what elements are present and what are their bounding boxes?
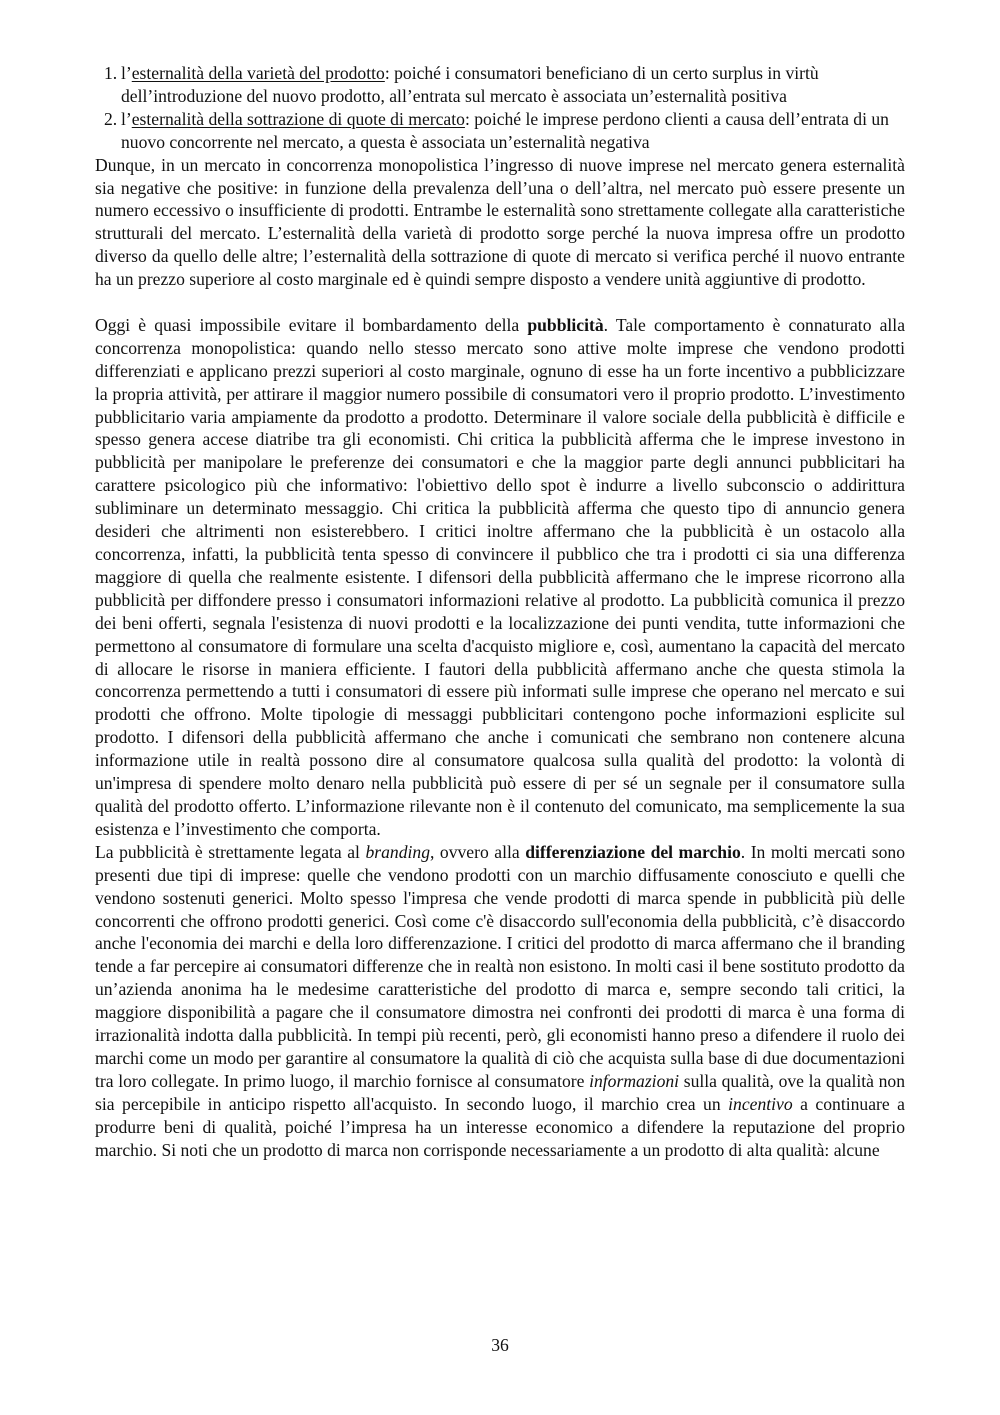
externality-list [95,62,905,154]
paragraph-advertising [95,314,905,841]
italic-term: branding [365,841,430,862]
text-run: , ovvero alla [430,841,526,862]
text-run: La pubblicità è strettamente legata al [95,841,366,862]
paragraph-externalities: Dunque, in un mercato in concorrenza monopolistica l’ingresso di nuove imprese nel mercato genera esternalità sia negative che positive: in funzione della prevalenza dell’una o dell’altra, nel mercato può essere presente un numero eccessivo o insufficiente di prodotti. Entrambe le esternalità sono strettamente collegate alla caratteristiche strutturali del mercato. L’esternalità della varietà di prodotto sorge perché la nuova impresa offre un prodotto diverso da quello delle altre; l’esternalità della sottrazione di quote di mercato si verifica perché il nuovo entrante ha un prezzo superiore al costo marginale ed è quindi sempre disposto a vendere unità aggiuntive di prodotto. [95,154,905,290]
list-prefix: l’ [121,63,132,83]
list-text: : poiché le imprese perdono clienti a causa dell’entrata di un nuovo concorrente nel mercato, a questa è associata un’esternalità negativa [121,108,889,152]
list-number: 2. [104,108,118,129]
paragraph-gap [95,291,905,314]
page-body [95,62,905,1161]
list-term: esternalità della sottrazione di quote di mercato [131,108,465,129]
text-run: sulla qualità, ove la qualità non sia percepibile in anticipo rispetto all'acquisto. In secondo luogo, il marchio crea un [95,1070,905,1114]
list-text: : poiché i consumatori beneficiano di un certo surplus in virtù dell’introduzione del nuovo prodotto, all’entrata sul mercato è associata un’esternalità positiva [121,63,819,106]
list-term: esternalità della varietà del prodotto [131,63,385,83]
text-run: Oggi è quasi impossibile evitare il bombardamento della [95,314,528,335]
italic-term: informazioni [589,1070,680,1091]
text-run: . In molti mercati sono presenti due tipi di imprese: quelle che vendono prodotti con un marchio diffusamente conosciuto e quelli che vendono sostenuti generici. Molto spesso l'impresa che vende prodotti di marca spende in pubblicità più delle concorrenti che offrono prodotti generici. Così come c'è disaccordo sull'economia della pubblicità, c’è disaccordo anche l'economia dei marchi e della loro differenzazione. I critici del prodotto di marca affermano che il branding tende a far percepire ai consumatori differenze che in realtà non esistono. In molti casi il bene sostituto prodotto da un’azienda anonima ha le medesime caratteristiche del prodotto di marca e, sempre secondo tali critici, la maggiore disponibilità a pagare che il consumatore dimostra nei confronti dei prodotti di marca è una forma di irrazionalità indotta dalla pubblicità. In tempi più recenti, però, gli economisti hanno preso a difendere il ruolo dei marchi come un modo per garantire al consumatore la qualità di ciò che acquista sulla base di due documentazioni tra loro collegate. In primo luogo, il marchio fornisce al consumatore [95,841,906,1091]
list-number: 1. [104,63,118,83]
italic-term: incentivo [728,1093,793,1114]
list-prefix: l’ [121,108,132,129]
list-item [95,62,905,108]
bold-term: pubblicità [527,314,604,335]
list-item [95,108,905,154]
paragraph-branding [95,841,905,1162]
text-run: a continuare a produrre beni di qualità, poiché l’impresa ha un interesse economico a difendere la reputazione del proprio marchio. Si noti che un prodotto di marca non corrisponde necessariamente a un prodotto di alta qualità: alcune [95,1093,905,1160]
bold-term: differenziazione del marchio [525,841,741,862]
page-number: 36 [491,1335,509,1355]
text-run: . Tale comportamento è connaturato alla concorrenza monopolistica: quando nello stesso mercato sono attive molte imprese che vendono prodotti differenziati e applicano prezzi superiori al costo marginale, ognuno di esse ha un forte incentivo a pubblicizzare la propria attività, per attirare il maggior numero possibile di consumatori vero il proprio prodotto. L’investimento pubblicitario varia ampiamente da prodotto a prodotto. Determinare il valore sociale della pubblicità è difficile e spesso genera accese diatribe tra gli economisti. Chi critica la pubblicità afferma che le imprese investono in pubblicità per manipolare le preferenze dei consumatori e che la maggior parte degli annunci pubblicitari ha carattere psicologico più che informativo: l'obiettivo dello spot è indurre a livello subconscio o addirittura subliminare un determinato messaggio. Chi critica la pubblicità afferma che questo tipo di annuncio genera desideri che altrimenti non esisterebbero. I critici inoltre affermano che la pubblicità è un ostacolo alla concorrenza, infatti, la pubblicità tenta spesso di convincere il pubblico che tra i prodotti ci sia una differenza maggiore di quella che realmente esistente. I difensori della pubblicità affermano che le imprese ricorrono alla pubblicità per diffondere presso i consumatori informazioni relative al prodotto. La pubblicità comunica il prezzo dei beni offerti, segnala l'esistenza di nuovi prodotti e la localizzazione dei punti vendita, tutte informazioni che permettono al consumatore di formulare una scelta d'acquisto migliore e, così, aumentano la capacità del mercato di allocare le risorse in maniera efficiente. I fautori della pubblicità affermano anche che questa stimola la concorrenza permettendo a tutti i consumatori di essere più informati sulle imprese che operano nel mercato e sui prodotti che offrono. Molte tipologie di messaggi pubblicitari contengono poche informazioni esplicite sul prodotto. I difensori della pubblicità affermano che anche i comunicati che sembrano non contenere alcuna informazione utile in realtà possono dire al consumatore qualcosa sulla qualità del prodotto: la volontà di un'impresa di spendere molto denaro nella pubblicità può essere di per sé un segnale per il consumatore sulla qualità del prodotto offerto. L’informazione rilevante non è il contenuto del comunicato, ma semplicemente la sua esistenza e l’investimento che comporta. [95,314,905,839]
